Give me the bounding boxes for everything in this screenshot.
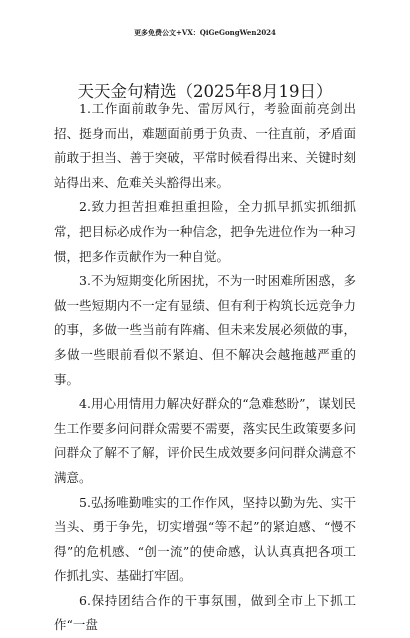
document-body bbox=[54, 97, 356, 638]
paragraph-4: 4.用心用情用力解决好群众的“急难愁盼”，谋划民生工作要多问问群众需要不需要，落实民生政策要多问问群众了解不了解，评价民生成效要多问问群众满意不满意。 bbox=[54, 396, 356, 485]
paragraph-5: 5.弘扬唯勤唯实的工作作风，坚持以勤为先、实干当头、勇于争先，切实增强“等不起”的紧迫感、“慢不得”的危机感、“创一流”的使命感，认认真真把各项工作抓扎实、基础打牢固。 bbox=[54, 494, 356, 584]
paragraph-6: 6.保持团结合作的干事氛围，做到全市上下抓工作“一盘 bbox=[54, 592, 356, 633]
header-note: 更多免费公文+VX：QiGeGongWen2024 bbox=[134, 28, 276, 37]
paragraph-2: 2.致力担苦担难担重担险，全力抓早抓实抓细抓常，把目标必成作为一种信念，把争先进位作为一种习惯，把多作贡献作为一种自觉。 bbox=[54, 199, 356, 264]
document-title: 天天金句精选（2025年8月19日） bbox=[77, 82, 333, 101]
paragraph-3: 3.不为短期变化所困扰，不为一时困难所困惑，多做一些短期内不一定有显绩、但有利于构筑长远竞争力的事，多做一些当前有阵痛、但未来发展必须做的事，多做一些眼前看似不紧迫、但不解决会越拖越严重的事。 bbox=[54, 273, 356, 387]
paragraph-1: 1.工作面前敢争先、雷厉风行，考验面前亮剑出招、挺身而出，难题面前勇于负责、一往直前，矛盾面前敢于担当、善于突破，平常时候看得出来、关键时刻站得出来、危难关头豁得出来。 bbox=[54, 101, 356, 190]
